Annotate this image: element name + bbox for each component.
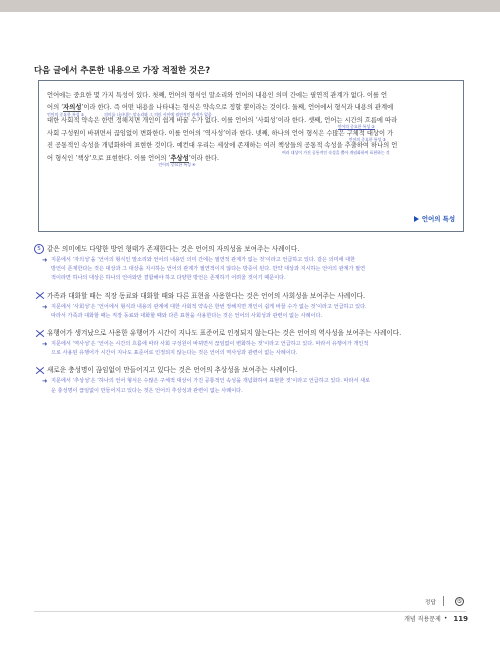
passage-tag xyxy=(414,214,455,223)
option-text: 유행어가 생겨났으로 사용한 유행어가 시간이 지나도 표준어로 인정되지 않는다는 것은 언어의 역사성을 보여주는 사례이다. xyxy=(47,329,402,338)
explanation-line: 방언이 존재한다는 것은 대상과 그 대상을 지시하는 언어의 관계가 필연적이지 않다는 방증이 된다. 만약 대상과 지시하는 언어의 관계가 필연 xyxy=(51,266,366,273)
explanation-line: 적이라면 하나의 대상은 하나의 언어와만 결합해야 하고 다양한 방언은 존재하기 어려울 것이기 때문이다. xyxy=(51,275,286,282)
top-header-band xyxy=(0,0,500,12)
option-explanation xyxy=(42,256,466,284)
arrow-right-icon: ➜ xyxy=(42,340,48,349)
arrow-right-icon: ➜ xyxy=(42,377,48,386)
option-explanation xyxy=(42,303,466,321)
explanation-line: 지문에서 ‘자의성’을 ‘언어의 형식인 말소리와 언어의 내용인 의미 간에는 필연적 관계가 없는 것’이라고 언급하고 있다. 같은 의미에 대한 xyxy=(51,257,356,263)
book-title: 개념 직용문제 xyxy=(404,616,441,623)
option-item[interactable] xyxy=(34,328,466,358)
option-explanation xyxy=(42,340,466,358)
option-number: 5 xyxy=(37,246,41,252)
answer-options xyxy=(34,244,466,403)
passage-line: 진 공통적인 속성을 개념화하여 표현한 것이다. 예컨대 우리는 세상에 존재하는 여러 책상들의 공통적 속성을 추출하여 하나의 언 xyxy=(47,142,398,150)
option-text: 새로운 충성명이 끊임없이 만들어지고 있다는 것은 언어의 추상성을 보여주는 사례이다. xyxy=(47,366,298,375)
option-item[interactable] xyxy=(34,291,466,321)
page-divider xyxy=(34,611,466,612)
wrong-x-icon xyxy=(34,328,44,338)
question-title: 다음 글에서 추론한 내용으로 가장 적절한 것은? xyxy=(34,65,211,75)
highlight-chusangseong: 추상성 xyxy=(170,154,189,162)
annotation-note xyxy=(47,162,459,167)
answer-label: 정답 xyxy=(424,599,436,606)
annotation-label: 언어의 중요한 특성 ③ xyxy=(348,137,387,143)
passage-text xyxy=(47,90,459,168)
annotation-label: 언어의 중요한 특성 ① xyxy=(47,111,85,117)
arrow-right-icon: ➜ xyxy=(42,256,48,264)
passage-line: 대한 사회적 약속은 한번 정해지면 개인이 쉽게 바꿀 수가 없다. 이를 언어의 ‘사회성’이라 한다. 셋째, 언어는 시간의 흐름에 따라 xyxy=(47,117,398,125)
explanation-line: 운 충성명이 끊임없이 만들어지고 있다는 것은 언어의 추상성과 관련이 없는 사례이다. xyxy=(51,387,243,394)
passage-line: 언어에는 중요한 몇 가지 특성이 있다. 첫째, 언어의 형식인 말소리와 언어의 내용인 의미 간에는 필연적 관계가 없다. 이를 언 xyxy=(47,92,388,99)
annotation-label: 언어의 중요한 특성 ② xyxy=(337,124,375,130)
wrong-x-icon xyxy=(34,291,44,301)
divider xyxy=(443,596,444,606)
passage-text-fragment: 어 형식인 ‘책상’으로 표현한다. 이를 언어의 ‘ xyxy=(47,154,171,162)
passage-box xyxy=(38,80,464,232)
page-number: 119 xyxy=(453,614,468,623)
option-text: 가족과 대화할 때는 직장 동료와 대화할 때와 다른 표현을 사용한다는 것은 언어의 사회성을 보여주는 사례이다. xyxy=(47,291,366,300)
arrow-right-icon: ➜ xyxy=(42,302,48,311)
explanation-line: 따라서 가족과 대화할 때는 직장 동료와 대화할 때와 다른 표현을 사용한다는 것은 언어의 사회성과 관련이 없는 사례이다. xyxy=(51,312,323,319)
answer-value: ⑤ xyxy=(456,597,463,605)
option-item[interactable] xyxy=(34,244,466,284)
option-text: 같은 의미에도 다양한 방언 형태가 존재한다는 것은 언어의 자의성을 보여주는 사례이다. xyxy=(47,245,300,253)
page-footer xyxy=(388,614,468,623)
explanation-line: 지문에서 ‘사회성’은 ‘언어에서 형식과 내용의 관계에 대한 사회적 약속은 한번 정해지면 개인이 쉽게 바꿀 수가 없는 것’이라고 언급하고 있다. xyxy=(51,303,367,310)
passage-line: 사회 구성원이 바뀌면서 끊임없이 변화한다. 이를 언어의 ‘역사성’이라 한다. 넷째, 하나의 언어 형식은 수많은 구체적 대상이 가 xyxy=(47,129,394,137)
annotation-comment: 여러 대상이 가진 공통적인 속성을 뽑아 개념화하여 표현하는 것 xyxy=(281,149,390,155)
explanation-line: 지문에서 ‘역사성’은 ‘언어는 시간의 흐름에 따라 사회 구성원이 바뀌면서 끊임없이 변화하는 것’이라고 언급하고 있다. 따라서 유행어가 개인적 xyxy=(51,341,369,348)
passage-text-fragment: 어의 ‘ xyxy=(47,104,64,112)
explanation-line: 으로 사용된 유행어가 시간이 지나도 표준어로 인정되지 않는다는 것은 언어의 역사성과 관련이 없는 사례이다. xyxy=(51,350,298,357)
passage-text-fragment: ’이라 한다. 즉 어떤 내용을 나타내는 형식은 약속으로 정할 뿐이라는 것이다. 둘째, 언어에서 형식과 내용의 관계에 xyxy=(81,104,394,112)
option-explanation xyxy=(42,377,466,395)
highlight-jaeuiseong: 자의성 xyxy=(63,104,82,112)
triangle-right-icon xyxy=(414,216,419,222)
separator-dot: • xyxy=(443,615,448,622)
passage-text-fragment: ’이라 한다. xyxy=(188,154,220,162)
explanation-line: 지문에서 ‘추상성’은 ‘하나의 언어 형식은 수많은 구체적 대상이 가진 공통적인 속성을 개념화하여 표현한 것’이라고 언급하고 있다. 따라서 새로 xyxy=(51,378,370,385)
option-item[interactable] xyxy=(34,365,466,395)
annotation-comment: 의미를 나타내는 말소리와 그 의미 사이에 필연적인 관계가 없음 xyxy=(104,111,212,117)
annotation-label: 언어의 중요한 특성 ④ xyxy=(158,162,196,168)
correct-circle-icon xyxy=(34,244,44,254)
answer-footer xyxy=(425,596,464,606)
passage-tag-label: 언어의 특성 xyxy=(421,215,455,223)
wrong-x-icon xyxy=(34,365,44,375)
